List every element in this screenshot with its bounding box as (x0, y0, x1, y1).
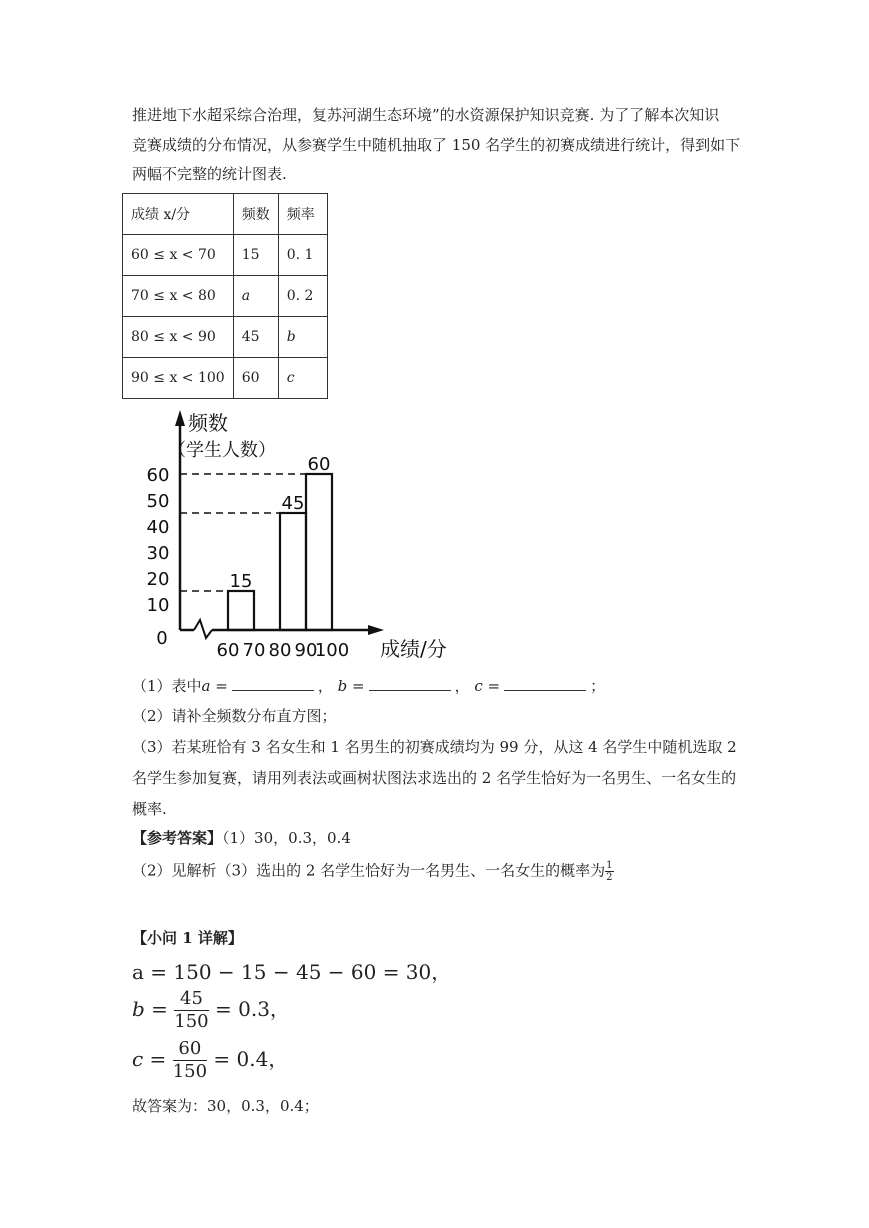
table-row (123, 276, 328, 317)
fraction-c (173, 1038, 207, 1083)
x-tick-label: 90 (294, 640, 318, 661)
table-header-cell: 频率 (278, 194, 327, 235)
question-3-line-2: 名学生参加复赛，请用列表法或画树状图法求选出的 2 名学生恰好为一名男生、一名女生的 (132, 769, 737, 787)
fraction-denominator: 150 (172, 1061, 208, 1082)
question-3-line-1: （3）若某班恰有 3 名女生和 1 名男生的初赛成绩均为 99 分，从这 4 名学生中随机选取 2 (132, 738, 737, 756)
table-header-cell: 频数 (233, 194, 278, 235)
bar-value-label: 15 (229, 571, 253, 592)
table-cell: a (233, 276, 278, 317)
frequency-table (122, 193, 328, 399)
fraction-numerator: 45 (174, 988, 208, 1011)
intro-line-2: 竞赛成绩的分布情况，从参赛学生中随机抽取了 150 名学生的初赛成绩进行统计，得到如下 (132, 136, 741, 154)
table-cell: 60 (233, 358, 278, 399)
x-tick-label: 100 (314, 640, 350, 661)
table-header-row (123, 194, 328, 235)
y-axis-arrow (175, 410, 185, 426)
x-tick-label: 80 (268, 640, 292, 661)
bar-value-label: 45 (281, 493, 305, 514)
table-header-cell: 成绩 x/分 (123, 194, 234, 235)
equation-c-left: c = (132, 1047, 167, 1071)
x-tick-label: 70 (242, 640, 266, 661)
table-cell: 45 (233, 317, 278, 358)
histogram-bar (228, 591, 254, 630)
fraction-one-half (605, 860, 613, 883)
y-axis-label-unit: （学生人数） (168, 440, 276, 461)
q1-b-label: b = (337, 677, 365, 695)
blank-a (232, 676, 314, 691)
histogram-chart (128, 402, 468, 664)
equation-b-right: = 0.3， (215, 997, 290, 1021)
table-cell: 90 ≤ x < 100 (123, 358, 234, 399)
table-cell: 80 ≤ x < 90 (123, 317, 234, 358)
bar-value-label: 60 (307, 454, 331, 475)
table-row (123, 235, 328, 276)
y-tick-label: 50 (146, 491, 170, 512)
q1-end: ； (590, 677, 606, 695)
table-cell: c (278, 358, 327, 399)
conclusion: 故答案为：30，0.3，0.4； (132, 1097, 319, 1115)
fraction-b (174, 988, 208, 1033)
reference-answer-1: （1）30，0.3，0.4 (222, 829, 351, 847)
blank-b (369, 676, 451, 691)
question-2: （2）请补全频数分布直方图； (132, 707, 337, 725)
y-tick-label: 60 (146, 465, 170, 486)
x-axis-break (194, 620, 212, 638)
intro-line-3: 两幅不完整的统计图表. (132, 165, 287, 183)
table-cell: 0. 1 (278, 235, 327, 276)
equation-c (132, 1038, 288, 1083)
equation-a: a = 150 − 15 − 45 − 60 = 30， (132, 960, 452, 984)
table-cell: 15 (233, 235, 278, 276)
y-tick-label: 20 (146, 569, 170, 590)
y-tick-label: 30 (146, 543, 170, 564)
reference-answer-2 (132, 860, 614, 883)
fraction-numerator: 60 (173, 1038, 207, 1061)
blank-c (504, 676, 586, 691)
table-cell: 60 ≤ x < 70 (123, 235, 234, 276)
table-row (123, 358, 328, 399)
fraction-denominator: 2 (606, 872, 613, 883)
reference-answer-label: 【参考答案】 (132, 829, 223, 847)
reference-answer-2-text: （2）见解析（3）选出的 2 名学生恰好为一名男生、一名女生的概率为 (132, 861, 606, 880)
equation-c-right: = 0.4， (213, 1047, 289, 1071)
equation-b-left: b = (132, 997, 168, 1021)
equation-b (132, 988, 290, 1033)
question-3-line-3: 概率. (132, 800, 167, 818)
q1-a-label: a = (201, 677, 228, 695)
y-tick-label: 10 (146, 595, 170, 616)
y-axis-label: 频数 (188, 411, 228, 435)
y-tick-label: 40 (146, 517, 170, 538)
table-cell: 0. 2 (278, 276, 327, 317)
origin-label: 0 (156, 628, 168, 649)
table-cell: 70 ≤ x < 80 (123, 276, 234, 317)
reference-answer (132, 828, 351, 848)
intro-line-1: 推进地下水超采综合治理，复苏河湖生态环境”的水资源保护知识竞赛. 为了了解本次知识 (132, 106, 720, 124)
q1-prefix: （1）表中 (132, 677, 202, 695)
fraction-denominator: 150 (174, 1011, 209, 1032)
x-tick-label: 60 (216, 640, 240, 661)
question-1: （1）表中a = ， b = ， c = ； (132, 677, 606, 695)
histogram-bar (280, 513, 306, 630)
x-axis-label: 成绩/分 (380, 637, 447, 661)
q1-c-label: c = (474, 677, 501, 695)
x-axis-arrow (368, 625, 384, 635)
table-row (123, 317, 328, 358)
histogram-bar (306, 474, 332, 630)
table-cell: b (278, 317, 327, 358)
detail-title: 【小问 1 详解】 (132, 929, 243, 947)
fraction-numerator: 1 (606, 860, 613, 871)
